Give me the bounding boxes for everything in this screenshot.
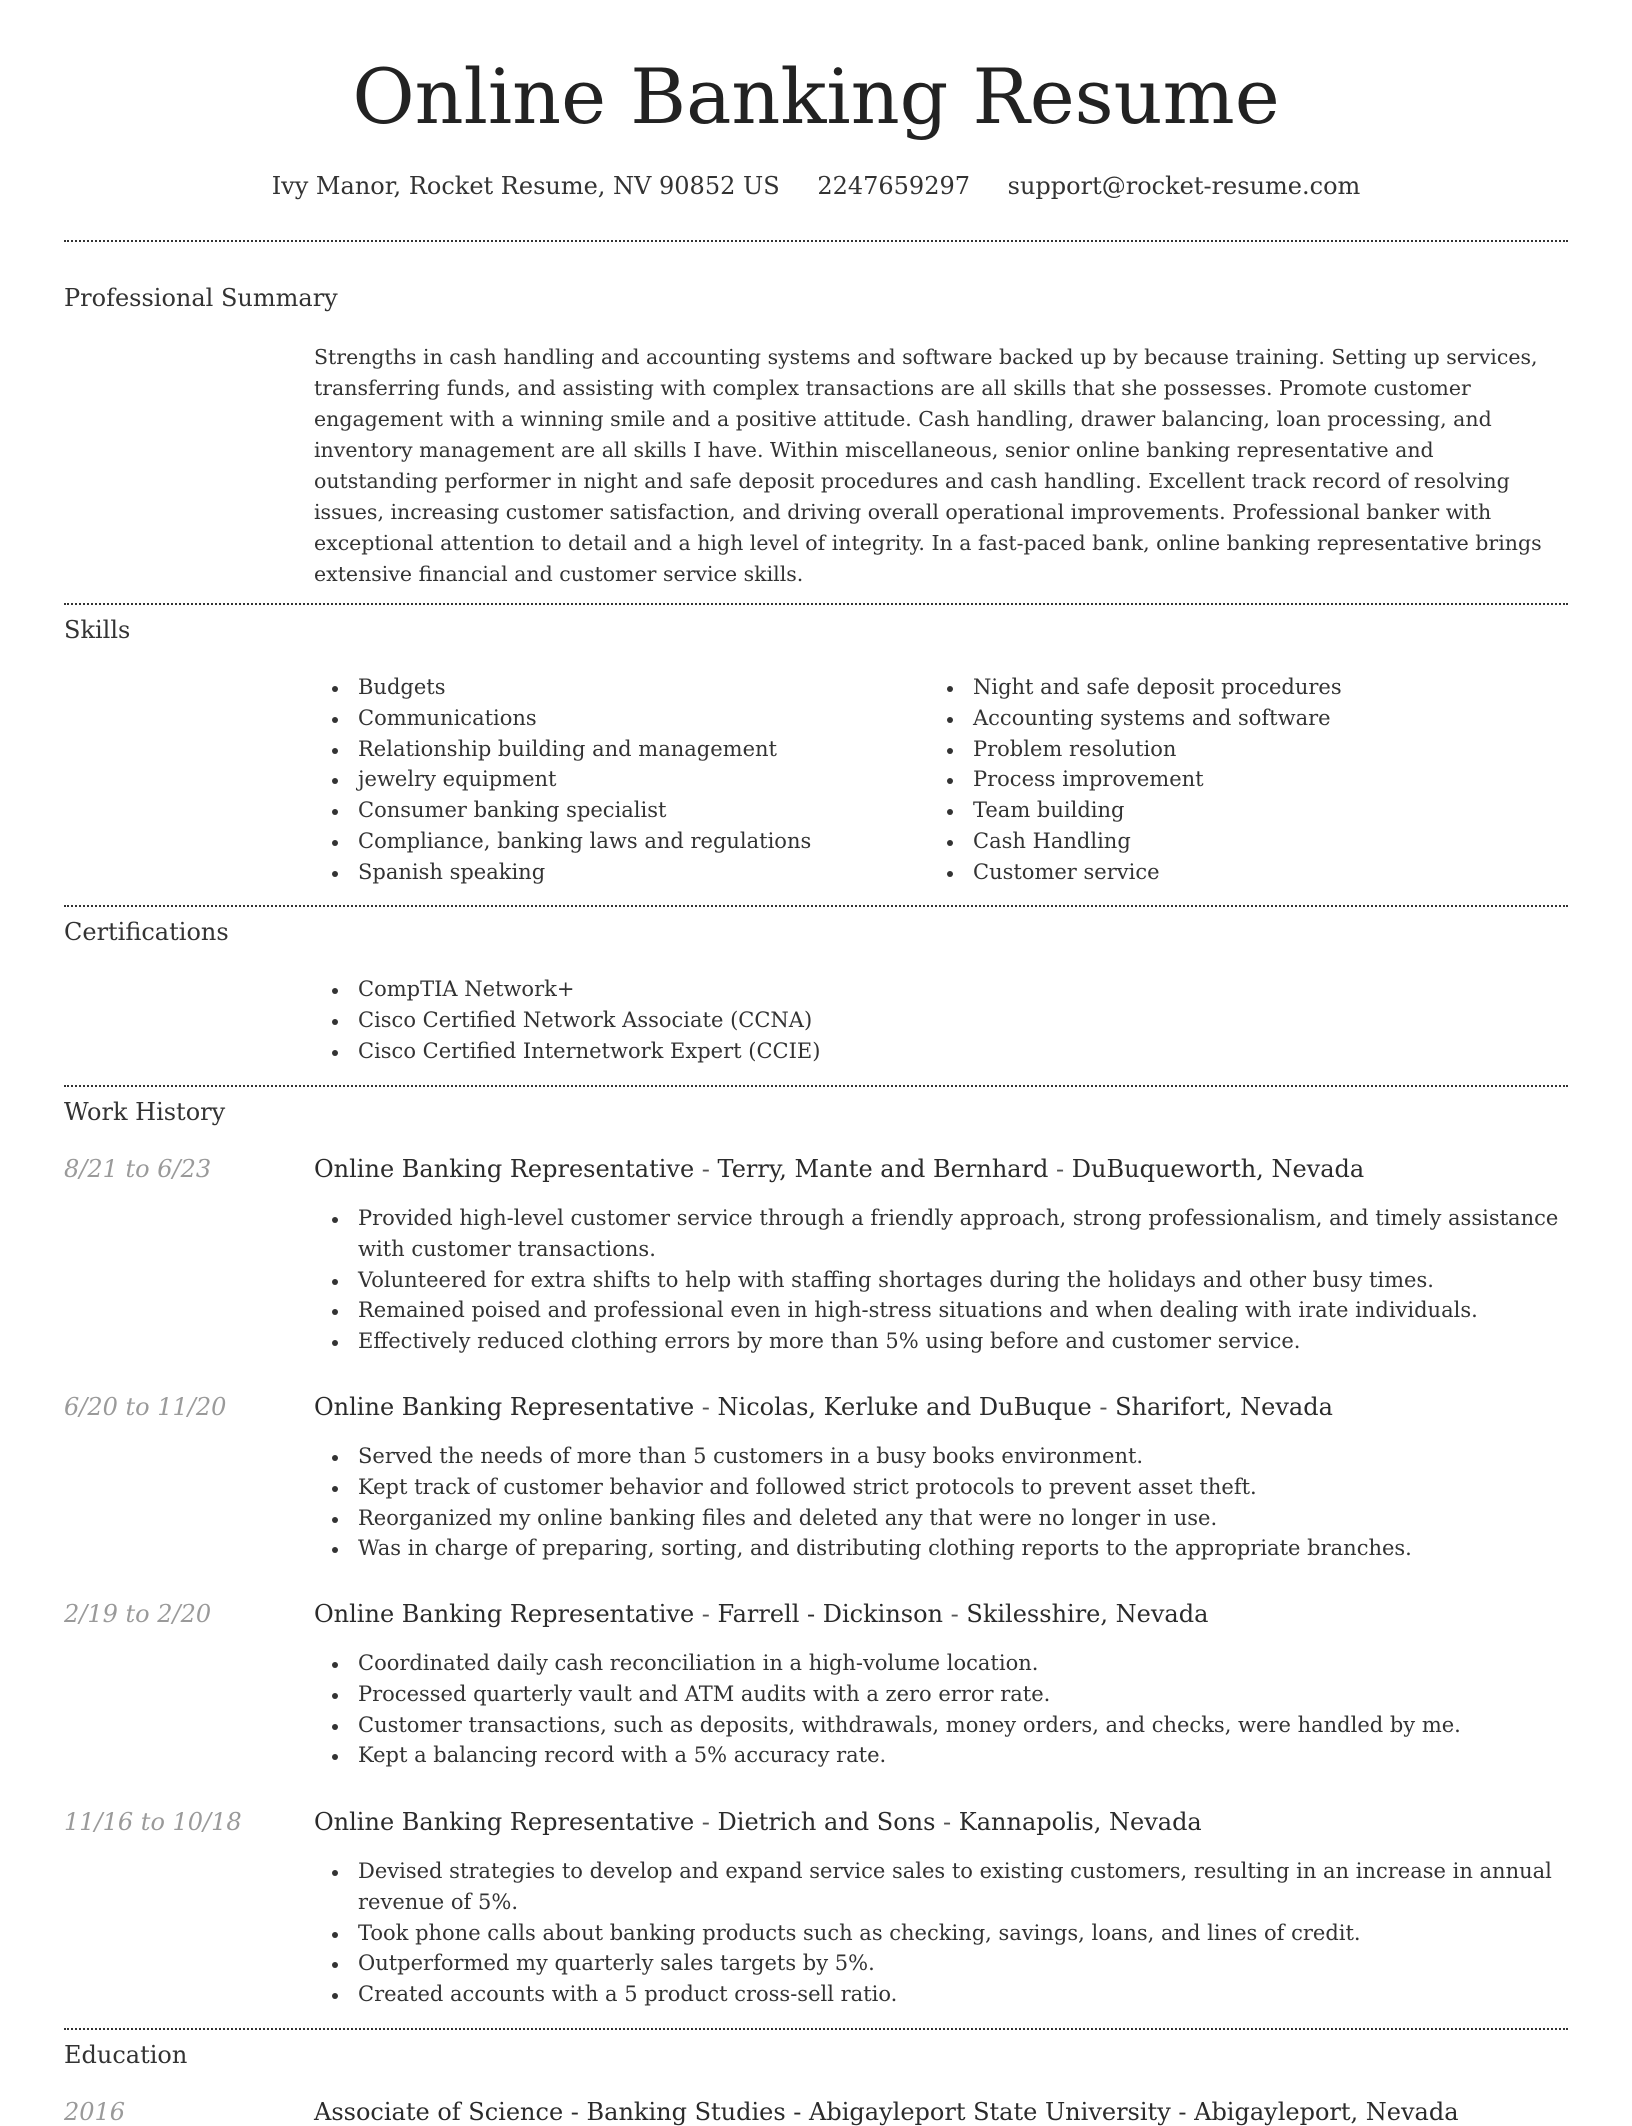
job-title: Online Banking Representative: [314, 1808, 695, 1836]
job-bullet: Provided high-level customer service through a friendly approach, strong professionalism, and timely assistance with customer transactions.: [314, 1203, 1564, 1265]
separator: -: [1091, 1393, 1116, 1421]
job-company: Farrell - Dickinson: [717, 1600, 944, 1628]
job-bullet: Created accounts with a 5 product cross-sell ratio.: [314, 1979, 1564, 2010]
skill-item: Process improvement: [929, 764, 1559, 795]
job-heading: [314, 1155, 1364, 1183]
section-divider: [64, 240, 1568, 242]
job-location: Sharifort, Nevada: [1115, 1393, 1333, 1421]
job-bullet: Outperformed my quarterly sales targets by 5%.: [314, 1948, 1564, 1979]
job-dates: 11/16 to 10/18: [64, 1808, 242, 1836]
job-dates: 6/20 to 11/20: [64, 1393, 227, 1421]
separator: -: [943, 1600, 967, 1628]
section-divider: [64, 905, 1568, 907]
section-heading-work: Work History: [64, 1098, 226, 1126]
job-bullet: Effectively reduced clothing errors by more than 5% using before and customer service.: [314, 1326, 1564, 1357]
separator: -: [935, 1808, 959, 1836]
certifications-list: [314, 974, 1564, 1066]
job-bullet: Took phone calls about banking products such as checking, savings, loans, and lines of credit.: [314, 1918, 1564, 1949]
separator: -: [694, 1600, 718, 1628]
job-location: Skilesshire, Nevada: [966, 1600, 1209, 1628]
job-bullets: [314, 1203, 1564, 1357]
job-heading: [314, 1808, 1202, 1836]
separator: -: [694, 1808, 718, 1836]
separator: -: [694, 1393, 718, 1421]
job-dates: 8/21 to 6/23: [64, 1155, 212, 1183]
job-bullet: Devised strategies to develop and expand service sales to existing customers, resulting in an increase in annual revenue of 5%.: [314, 1856, 1564, 1918]
job-bullet: Kept a balancing record with a 5% accuracy rate.: [314, 1740, 1564, 1771]
job-bullets: [314, 1856, 1564, 2010]
skill-item: Problem resolution: [929, 734, 1559, 765]
job-bullet: Processed quarterly vault and ATM audits with a zero error rate.: [314, 1679, 1564, 1710]
separator: -: [694, 1155, 718, 1183]
contact-address: Ivy Manor, Rocket Resume, NV 90852 US: [271, 172, 780, 200]
job-company: Terry, Mante and Bernhard: [717, 1155, 1049, 1183]
job-company: Nicolas, Kerluke and DuBuque: [717, 1393, 1092, 1421]
skills-column-left: [314, 672, 914, 888]
certification-item: CompTIA Network+: [314, 974, 1564, 1005]
section-heading-skills: Skills: [64, 616, 131, 644]
skills-column-right: [929, 672, 1559, 888]
skill-item: Communications: [314, 703, 914, 734]
job-company: Dietrich and Sons: [717, 1808, 936, 1836]
section-heading-certifications: Certifications: [64, 918, 229, 946]
skill-item: Night and safe deposit procedures: [929, 672, 1559, 703]
job-dates: 2/19 to 2/20: [64, 1600, 212, 1628]
education-year: 2016: [64, 2098, 126, 2126]
section-divider: [64, 2028, 1568, 2030]
contact-line: [64, 172, 1568, 200]
contact-email: support@rocket-resume.com: [1007, 172, 1361, 200]
skill-item: jewelry equipment: [314, 764, 914, 795]
job-bullet: Remained poised and professional even in high-stress situations and when dealing with irate individuals.: [314, 1295, 1564, 1326]
job-bullet: Served the needs of more than 5 customers in a busy books environment.: [314, 1441, 1564, 1472]
skill-item: Spanish speaking: [314, 857, 914, 888]
section-divider: [64, 603, 1568, 605]
job-title: Online Banking Representative: [314, 1600, 695, 1628]
job-bullets: [314, 1441, 1564, 1564]
section-divider: [64, 1085, 1568, 1087]
job-bullet: Reorganized my online banking files and deleted any that were no longer in use.: [314, 1503, 1564, 1534]
job-location: Kannapolis, Nevada: [958, 1808, 1202, 1836]
skill-item: Relationship building and management: [314, 734, 914, 765]
job-heading: [314, 1600, 1208, 1628]
education-degree: Associate of Science - Banking Studies - Abigayleport State University - Abigayleport, Nevada: [314, 2098, 1459, 2126]
job-title: Online Banking Representative: [314, 1155, 695, 1183]
job-title: Online Banking Representative: [314, 1393, 695, 1421]
job-bullet: Volunteered for extra shifts to help with staffing shortages during the holidays and other busy times.: [314, 1265, 1564, 1296]
job-bullet: Was in charge of preparing, sorting, and distributing clothing reports to the appropriate branches.: [314, 1533, 1564, 1564]
skill-item: Accounting systems and software: [929, 703, 1559, 734]
skill-item: Customer service: [929, 857, 1559, 888]
separator: -: [1048, 1155, 1072, 1183]
resume-title: Online Banking Resume: [352, 52, 1280, 141]
skill-item: Consumer banking specialist: [314, 795, 914, 826]
job-bullet: Customer transactions, such as deposits, withdrawals, money orders, and checks, were handled by me.: [314, 1710, 1564, 1741]
job-bullet: Coordinated daily cash reconciliation in a high-volume location.: [314, 1648, 1564, 1679]
skill-item: Team building: [929, 795, 1559, 826]
skill-item: Compliance, banking laws and regulations: [314, 826, 914, 857]
skill-item: Cash Handling: [929, 826, 1559, 857]
job-heading: [314, 1393, 1333, 1421]
certification-item: Cisco Certified Network Associate (CCNA): [314, 1005, 1564, 1036]
job-bullet: Kept track of customer behavior and followed strict protocols to prevent asset theft.: [314, 1472, 1564, 1503]
section-heading-education: Education: [64, 2041, 188, 2069]
contact-phone: 2247659297: [817, 172, 971, 200]
skill-item: Budgets: [314, 672, 914, 703]
job-bullets: [314, 1648, 1564, 1771]
certification-item: Cisco Certified Internetwork Expert (CCIE): [314, 1036, 1564, 1067]
job-location: DuBuqueworth, Nevada: [1071, 1155, 1365, 1183]
summary-text: Strengths in cash handling and accounting systems and software backed up by because training. Setting up services, transferring funds, and assisting with complex transactions are all skills that she possesses. Promote customer engagement with a winning smile and a positive attitude. Cash handling, drawer balancing, loan processing, and inventory management are all skills I have. Within miscellaneous, senior online banking representative and outstanding performer in night and safe deposit procedures and cash handling. Excellent track record of resolving issues, increasing customer satisfaction, and driving overall operational improvements. Professional banker with exceptional attention to detail and a high level of integrity. In a fast-paced bank, online banking representative brings extensive financial and customer service skills.: [314, 345, 1542, 586]
section-heading-summary: Professional Summary: [64, 284, 338, 312]
